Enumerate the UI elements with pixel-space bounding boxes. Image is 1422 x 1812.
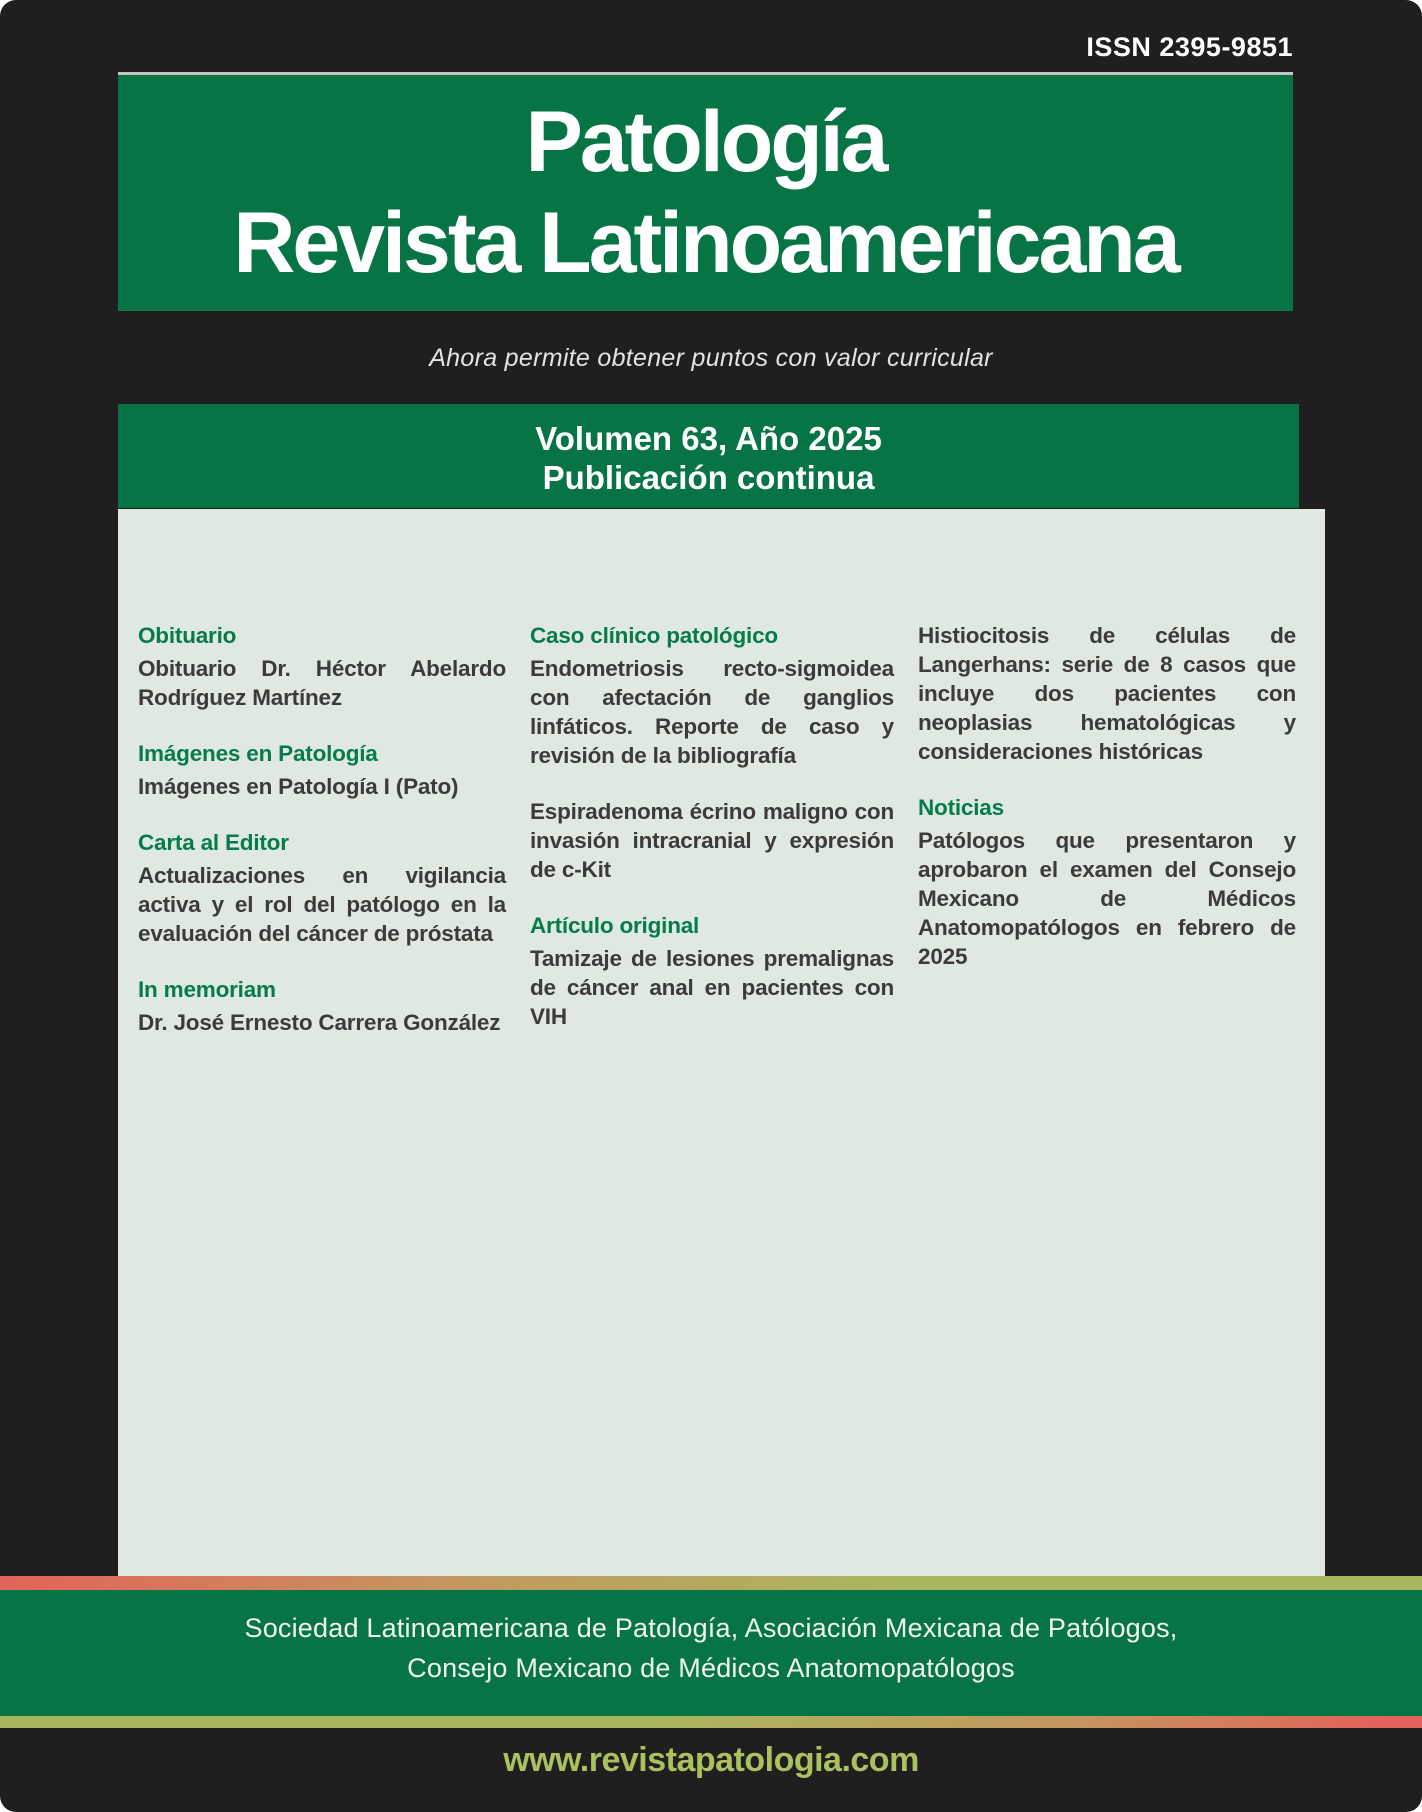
journal-website-url: www.revistapatologia.com: [503, 1741, 919, 1779]
gradient-stripe-top: [0, 1576, 1422, 1590]
toc-article-title: Obituario Dr. Héctor Abelardo Rodríguez Martínez: [138, 656, 506, 710]
toc-section-heading: Obituario: [138, 623, 237, 648]
masthead-banner: [118, 72, 1293, 311]
toc-section-heading: Imágenes en Patología: [138, 741, 378, 766]
toc-article-title: Imágenes en Patología I (Pato): [138, 774, 459, 799]
toc-column-3: [918, 621, 1296, 998]
publication-mode: Publicación continua: [542, 459, 875, 496]
journal-title-line2: Revista Latinoamericana: [233, 195, 1178, 291]
toc-section-heading: In memoriam: [138, 977, 276, 1002]
toc-article-title: Tamizaje de lesiones premalignas de cáncer anal en pacientes con VIH: [530, 946, 894, 1029]
toc-article-title: Espiradenoma écrino maligno con invasión intracranial y expresión de c-Kit: [530, 799, 894, 882]
toc-article-title: Patólogos que presentaron y aprobaron el examen del Consejo Mexicano de Médicos Anatomopatólogos en febrero de 2025: [918, 828, 1296, 969]
volume-banner: [118, 404, 1299, 508]
toc-section-heading: Caso clínico patológico: [530, 623, 778, 648]
journal-title-line1: Patología: [525, 94, 886, 190]
issn-number: ISSN 2395-9851: [1086, 32, 1293, 62]
volume-year: Volumen 63, Año 2025: [535, 420, 882, 457]
toc-article-title: Actualizaciones en vigilancia activa y el rol del patólogo en la evaluación del cáncer de próstata: [138, 863, 506, 946]
curricular-tagline: Ahora permite obtener puntos con valor curricular: [429, 344, 993, 372]
society-line2: Consejo Mexicano de Médicos Anatomopatólogos: [407, 1653, 1015, 1683]
toc-article-title: Dr. José Ernesto Carrera González: [138, 1010, 501, 1035]
toc-column-1: [138, 621, 506, 1064]
toc-section-heading: Carta al Editor: [138, 830, 289, 855]
toc-article-title: Endometriosis recto-sigmoidea con afectación de ganglios linfáticos. Reporte de caso y revisión de la bibliografía: [530, 656, 894, 768]
toc-section-heading: Artículo original: [530, 913, 700, 938]
society-line1: Sociedad Latinoamericana de Patología, Asociación Mexicana de Patólogos,: [244, 1613, 1178, 1643]
table-of-contents: [118, 509, 1325, 1576]
toc-section-heading: Noticias: [918, 795, 1004, 820]
toc-column-2: [530, 621, 894, 1058]
gradient-stripe-bottom: [0, 1716, 1422, 1728]
society-band: [0, 1590, 1422, 1716]
toc-article-title: Histiocitosis de células de Langerhans: serie de 8 casos que incluye dos pacientes con neoplasias hematológicas y consideraciones históricas: [918, 623, 1296, 764]
